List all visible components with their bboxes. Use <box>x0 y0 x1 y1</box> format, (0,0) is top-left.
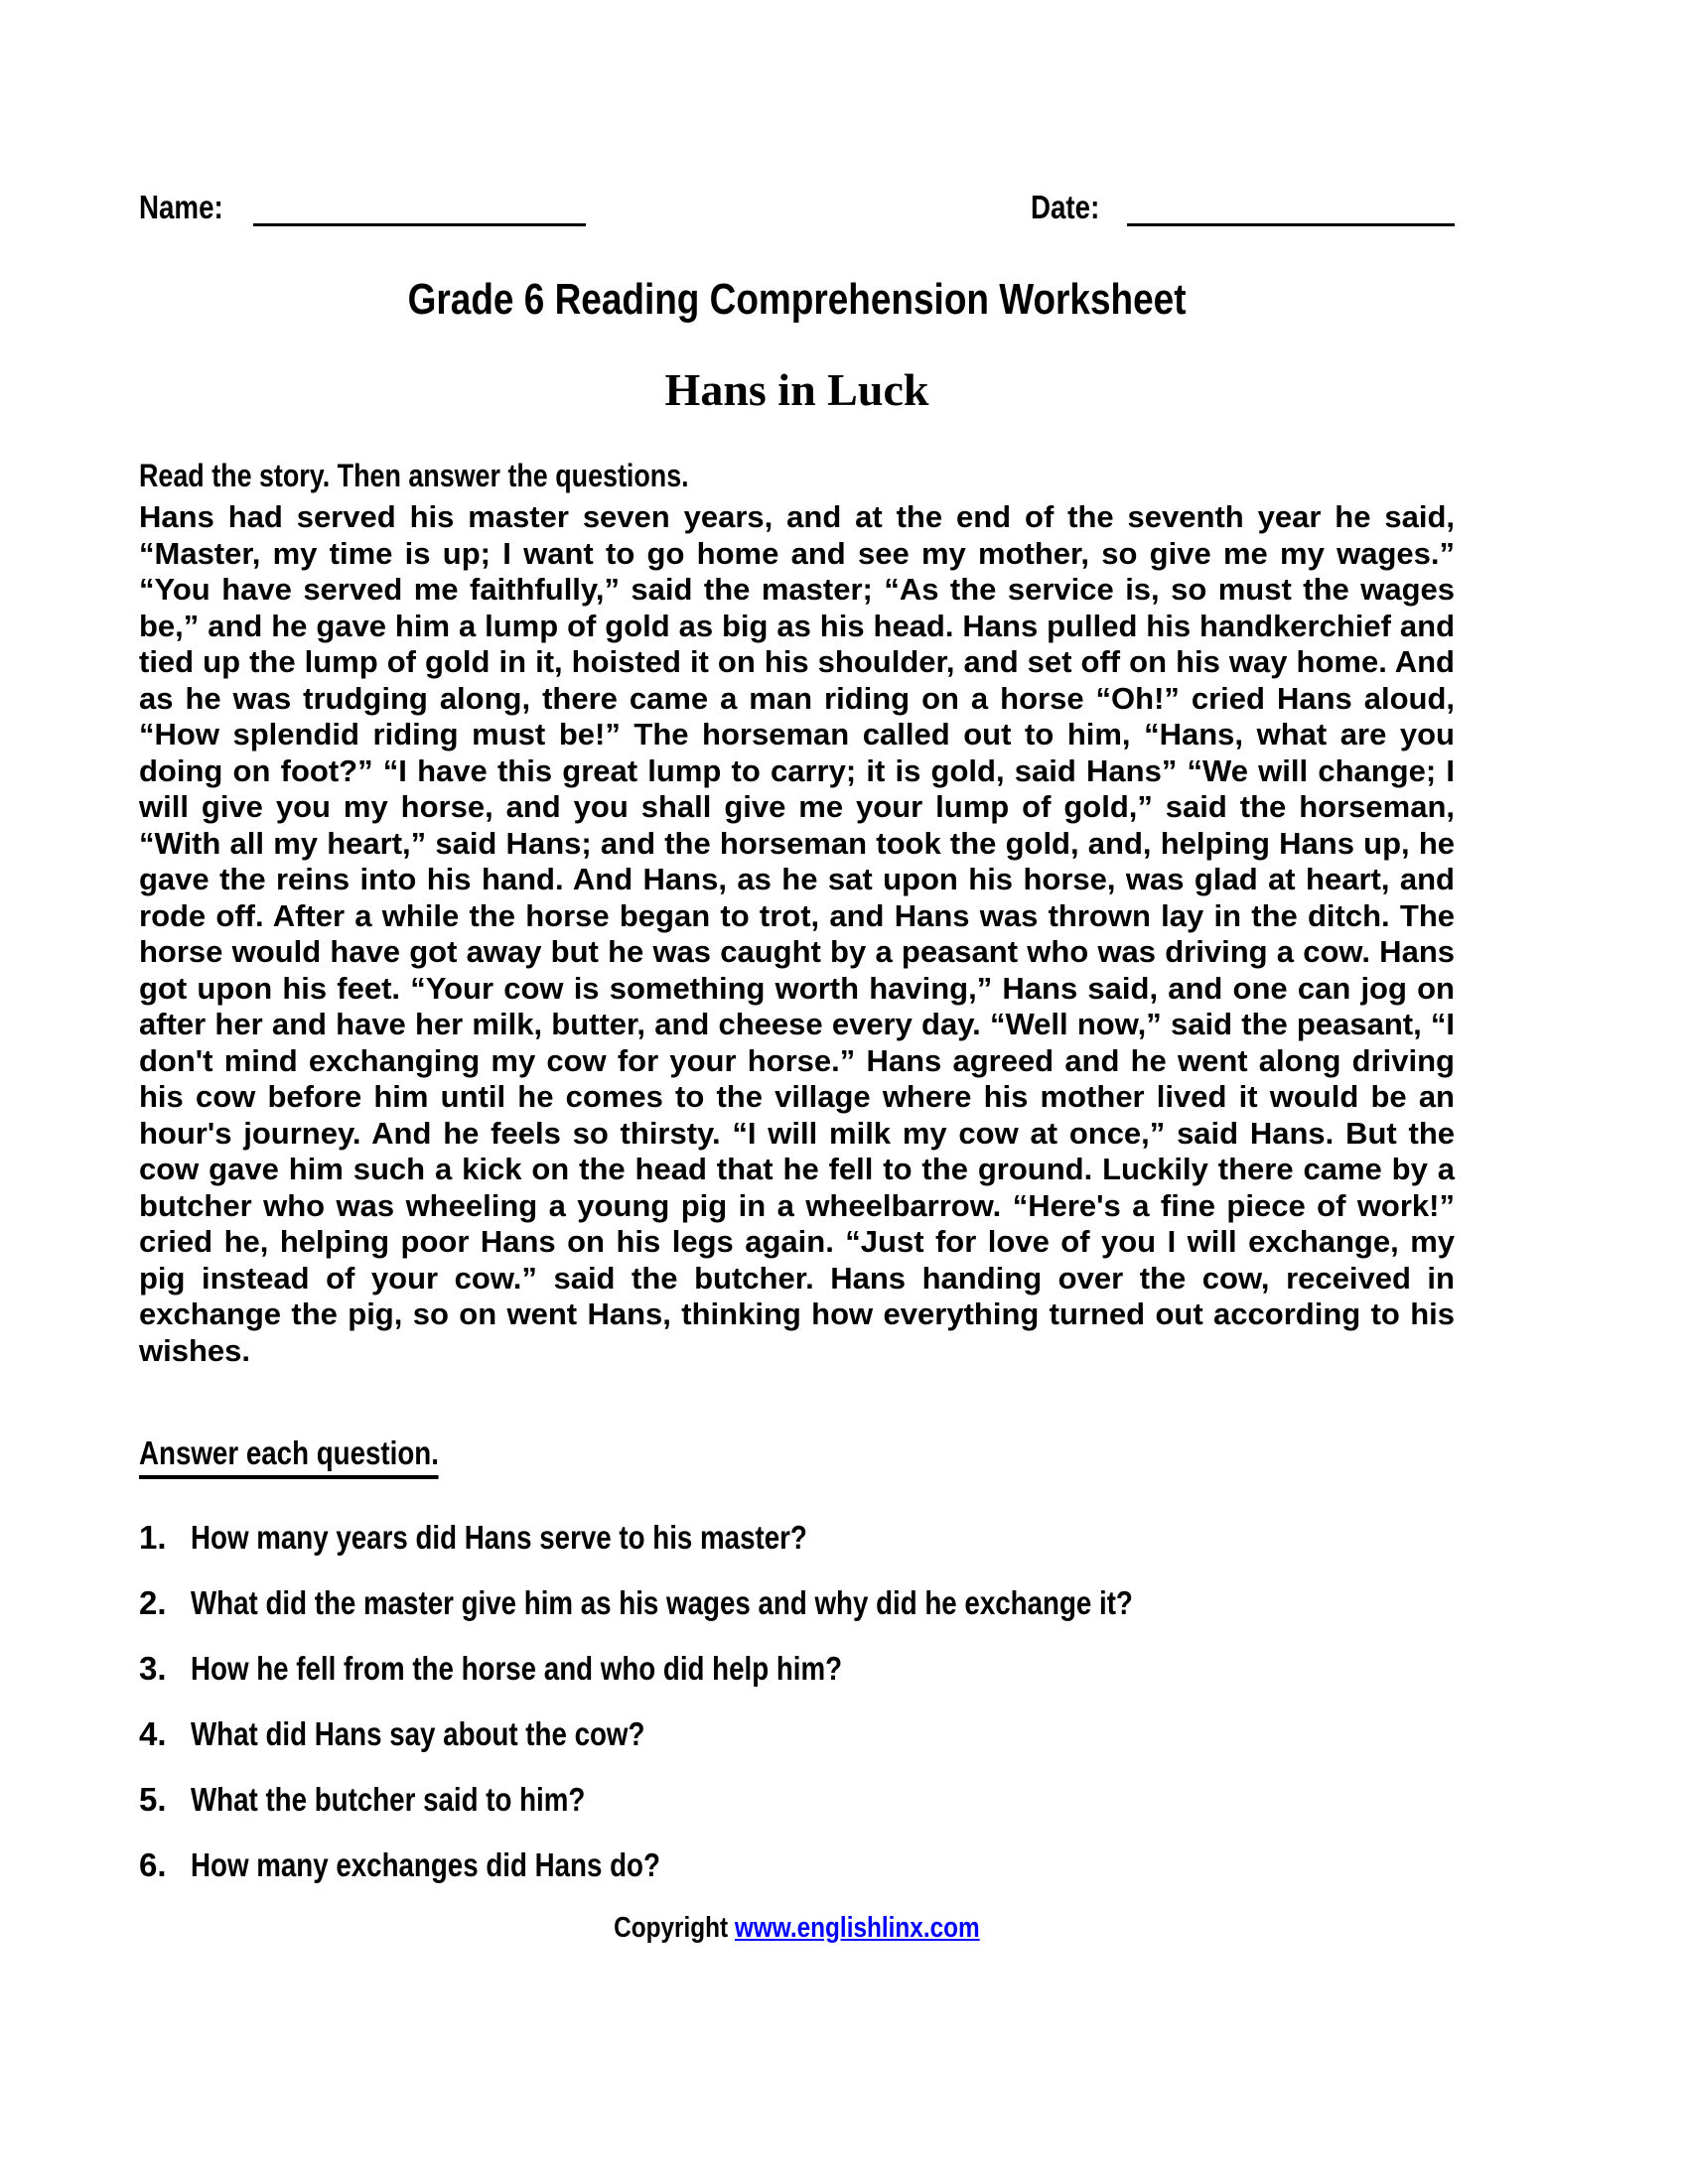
question-2-number: 2. <box>139 1584 167 1622</box>
question-3-text: How he fell from the horse and who did help him? <box>191 1650 843 1688</box>
date-blank-line <box>1127 190 1455 226</box>
question-3 <box>139 1650 1455 1688</box>
question-6-text: How many exchanges did Hans do? <box>191 1845 660 1883</box>
name-blank-line <box>253 190 586 226</box>
question-5-number: 5. <box>139 1780 167 1818</box>
date-field-group <box>1031 189 1455 226</box>
question-6 <box>139 1846 1455 1884</box>
question-2 <box>139 1584 1455 1622</box>
name-field-group <box>139 189 586 226</box>
instruction-text: Read the story. Then answer the questions. <box>139 458 689 493</box>
englishlinx-link[interactable]: www.englishlinx.com <box>734 1911 980 1944</box>
question-1-text: How many years did Hans serve to his master? <box>191 1519 807 1557</box>
question-3-number: 3. <box>139 1650 167 1688</box>
question-6-number: 6. <box>139 1845 167 1883</box>
question-5-text: What the butcher said to him? <box>191 1780 586 1818</box>
question-5 <box>139 1781 1455 1819</box>
question-2-text: What did the master give him as his wages and why did he exchange it? <box>191 1584 1133 1622</box>
answer-section-heading-text: Answer each question. <box>139 1434 439 1479</box>
question-4 <box>139 1715 1455 1753</box>
question-1 <box>139 1519 1455 1557</box>
copyright-footer-inner <box>614 1912 980 1945</box>
copyright-label: Copyright <box>614 1911 735 1944</box>
worksheet-heading-text: Grade 6 Reading Comprehension Worksheet <box>407 275 1187 324</box>
name-date-row <box>139 189 1455 226</box>
copyright-footer <box>139 1912 1455 1945</box>
name-label: Name: <box>139 189 223 225</box>
story-paragraph: Hans had served his master seven years, and at the end of the seventh year he said, “Master, my time is up; I want to go home and see my mother, so give me my wages.” “You have served me faithfully,” said the master; “As the service is, so must the wages be,” and he gave him a lump of gold as big as his head. Hans pulled his handkerchief and tied up the lump of gold in it, hoisted it on his shoulder, and set off on his way home. And as he was trudging along, there came a man riding on a horse “Oh!” cried Hans aloud, “How splendid riding must be!” The horseman called out to him, “Hans, what are you doing on foot?” “I have this great lump to carry; it is gold, said Hans” “We will change; I will give you my horse, and you shall give me your lump of gold,” said the horseman, “With all my heart,” said Hans; and the horseman took the gold, and, helping Hans up, he gave the reins into his hand. And Hans, as he sat upon his horse, was glad at heart, and rode off. After a while the horse began to trot, and Hans was thrown lay in the ditch. The horse would have got away but he was caught by a peasant who was driving a cow. Hans got upon his feet. “Your cow is something worth having,” Hans said, and one can jog on after her and have her milk, butter, and cheese every day. “Well now,” said the peasant, “I don't mind exchanging my cow for your horse.” Hans agreed and he went along driving his cow before him until he comes to the village where his mother lived it would be an hour's journey. And he feels so thirsty. “I will milk my cow at once,” said Hans. But the cow gave him such a kick on the head that he fell to the ground. Luckily there came by a butcher who was wheeling a young pig in a wheelbarrow. “Here's a fine piece of work!” cried he, helping poor Hans on his legs again. “Just for love of you I will exchange, my pig instead of your cow.” said the butcher. Hans handing over the cow, received in exchange the pig, so on went Hans, thinking how everything turned out according to his wishes. <box>139 499 1455 1368</box>
question-1-number: 1. <box>139 1519 167 1557</box>
question-4-number: 4. <box>139 1715 167 1752</box>
instruction-line <box>139 459 1455 493</box>
question-list <box>139 1519 1455 1884</box>
worksheet-heading <box>139 275 1455 324</box>
question-4-text: What did Hans say about the cow? <box>191 1715 645 1752</box>
story-title: Hans in Luck <box>664 364 929 415</box>
answer-section-heading <box>139 1434 1455 1479</box>
date-label: Date: <box>1031 189 1100 225</box>
